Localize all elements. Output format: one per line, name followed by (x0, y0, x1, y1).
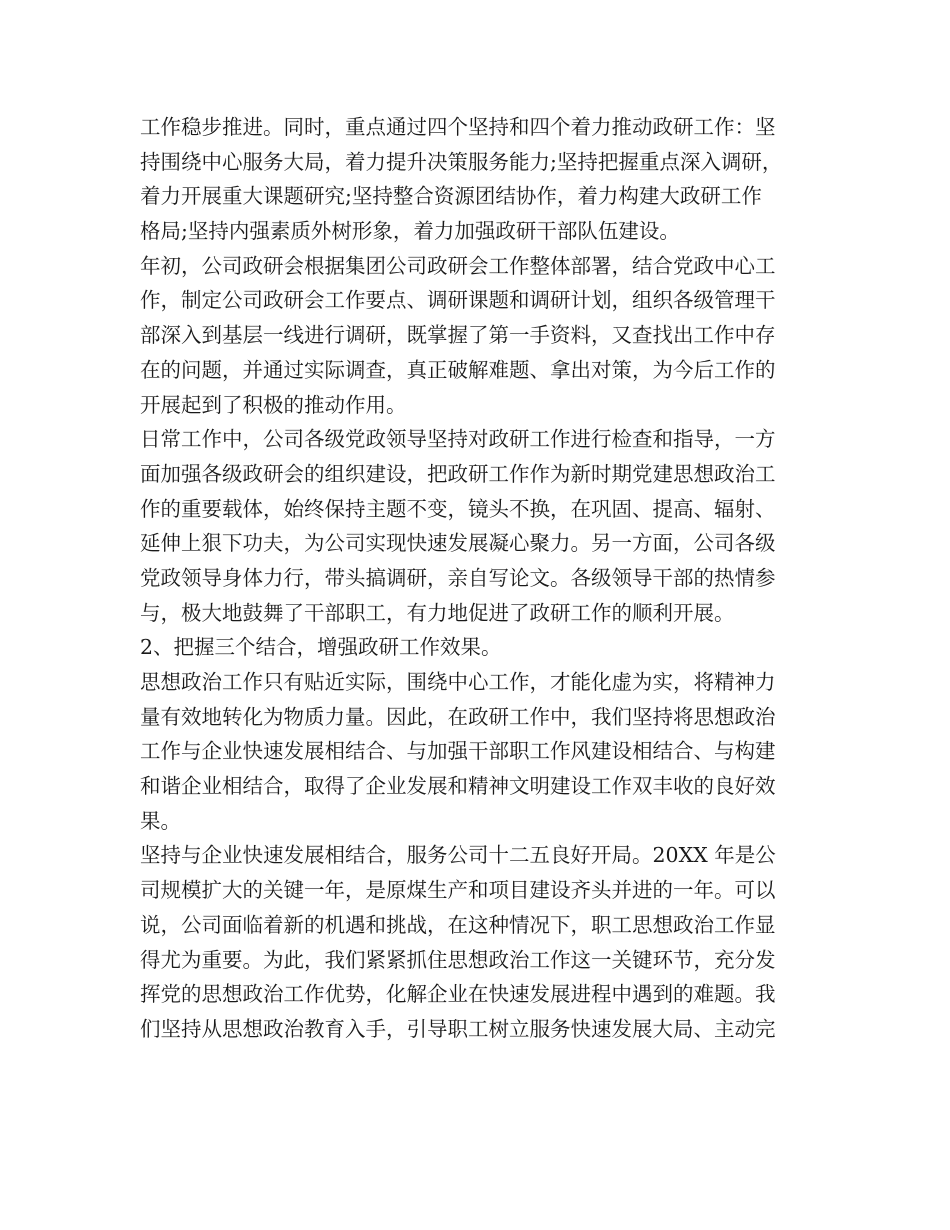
text-line: 着力开展重大课题研究;坚持整合资源团结协作，着力构建大政研工作 (140, 184, 762, 209)
text-line: 年初，公司政研会根据集团公司政研会工作整体部署，结合党政中心工 (140, 253, 776, 278)
section-heading: 2、把握三个结合，增强政研工作效果。 (140, 635, 502, 660)
text-line: 和谐企业相结合，取得了企业发展和精神文明建设工作双丰收的良好效 (140, 774, 776, 799)
text-line: 格局;坚持内强素质外树形象，着力加强政研干部队伍建设。 (140, 219, 680, 244)
text-line: 作，制定公司政研会工作要点、调研课题和调研计划，组织各级管理干 (140, 288, 776, 313)
text-line: 得尤为重要。为此，我们紧紧抓住思想政治工作这一关键环节，充分发 (140, 947, 776, 972)
text-line: 日常工作中，公司各级党政领导坚持对政研工作进行检查和指导，一方 (140, 427, 776, 452)
text-line: 在的问题，并通过实际调查，真正破解难题、拿出对策，为今后工作的 (140, 357, 776, 382)
document-body (140, 110, 820, 1047)
text-line: 思想政治工作只有贴近实际，围绕中心工作，才能化虚为实，将精神力 (140, 670, 776, 694)
text-line: 说，公司面临着新的机遇和挑战，在这种情况下，职工思想政治工作显 (140, 912, 776, 937)
text-line: 工作稳步推进。同时，重点通过四个坚持和四个着力推动政研工作：坚 (140, 115, 776, 139)
text-line: 部深入到基层一线进行调研，既掌握了第一手资料，又查找出工作中存 (140, 323, 776, 348)
text-line: 面加强各级政研会的组织建设，把政研工作作为新时期党建思想政治工 (140, 461, 776, 486)
text-line: 延伸上狠下功夫，为公司实现快速发展凝心聚力。另一方面，公司各级 (140, 531, 776, 556)
text-line: 果。 (140, 808, 181, 833)
text-line: 坚持与企业快速发展相结合，服务公司十二五良好开局。20XX 年是公 (140, 843, 776, 868)
text-line: 开展起到了积极的推动作用。 (140, 392, 407, 417)
text-line: 党政领导身体力行，带头搞调研，亲自写论文。各级领导干部的热情参 (140, 565, 776, 590)
text-line: 们坚持从思想政治教育入手，引导职工树立服务快速发展大局、主动完 (140, 1016, 776, 1041)
text-line: 量有效地转化为物质力量。因此，在政研工作中，我们坚持将思想政治 (140, 704, 776, 729)
text-line: 作的重要载体，始终保持主题不变，镜头不换，在巩固、提高、辐射、 (140, 496, 776, 521)
text-line: 司规模扩大的关键一年，是原煤生产和项目建设齐头并进的一年。可以 (140, 878, 776, 903)
text-line: 挥党的思想政治工作优势，化解企业在快速发展进程中遇到的难题。我 (140, 982, 776, 1007)
text-line: 与，极大地鼓舞了干部职工，有力地促进了政研工作的顺利开展。 (140, 600, 735, 625)
text-line: 工作与企业快速发展相结合、与加强干部职工作风建设相结合、与构建 (140, 739, 776, 764)
text-line: 持围绕中心服务大局，着力提升决策服务能力;坚持把握重点深入调研， (140, 149, 783, 174)
